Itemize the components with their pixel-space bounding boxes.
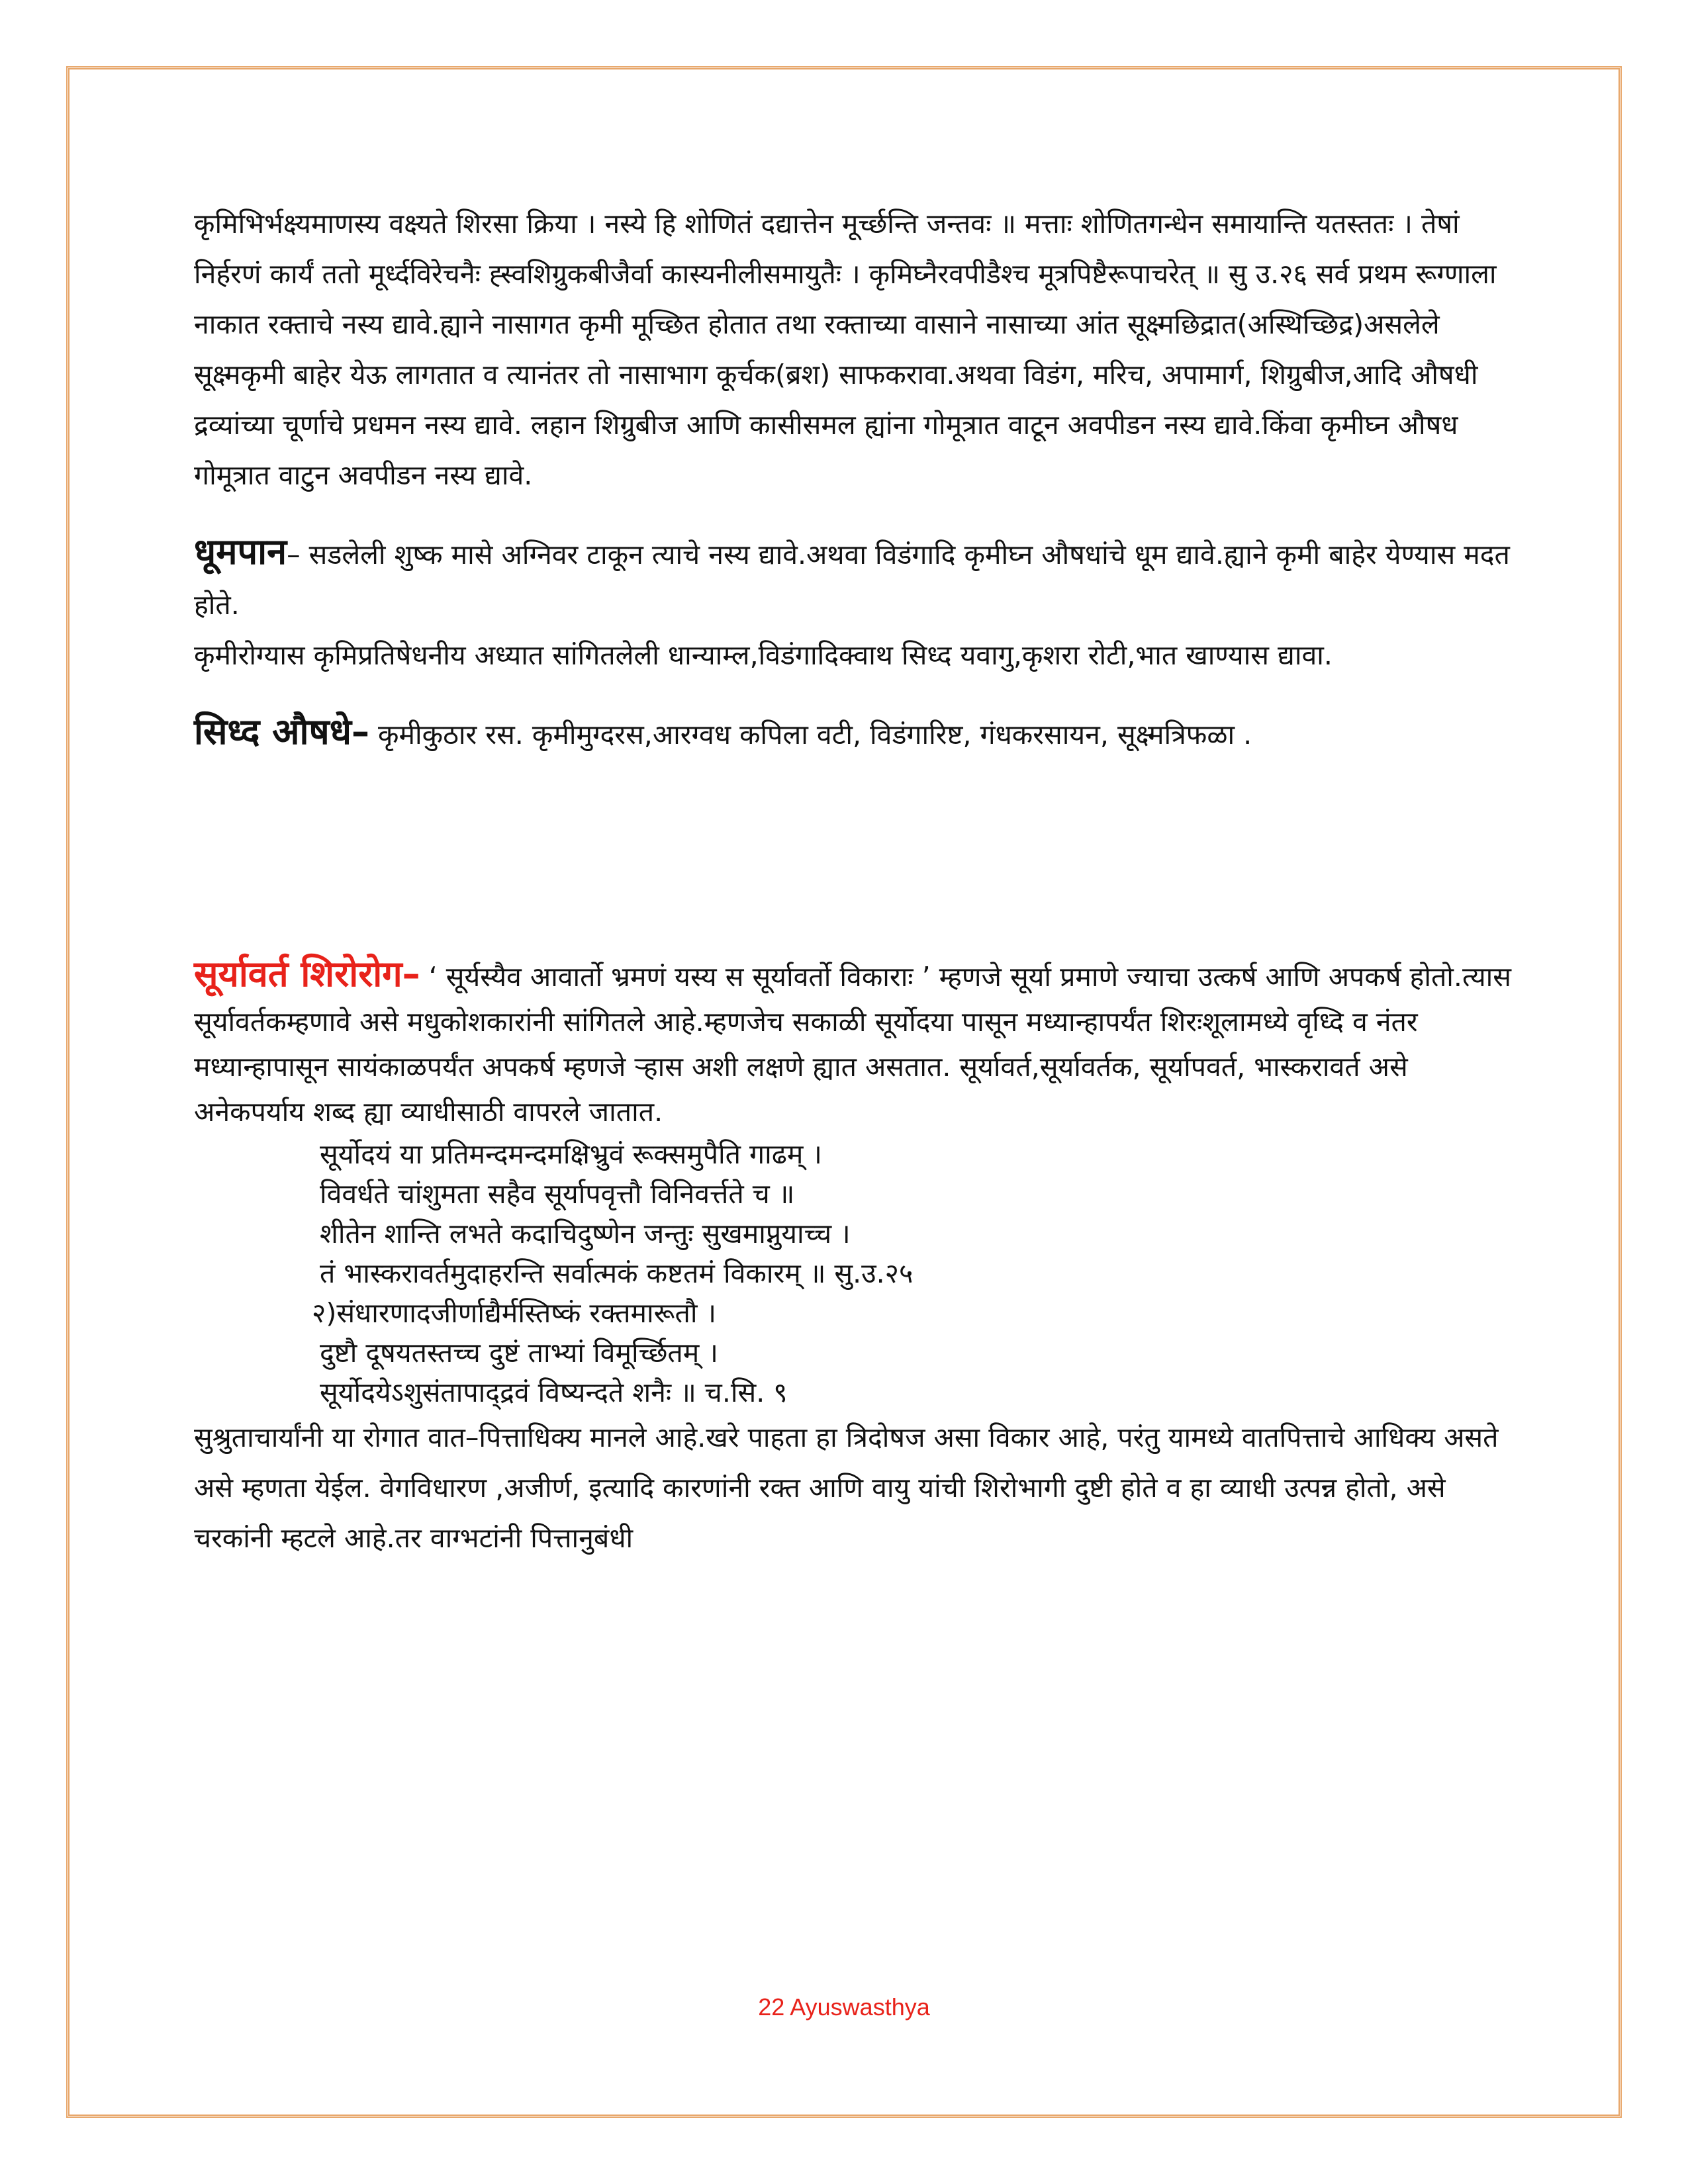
- siddha-text: कृमीकुठार रस. कृमीमुग्दरस,आरग्वध कपिला वटी, विडंगारिष्ट, गंधकरसायन, सूक्ष्मत्रिफळा .: [369, 719, 1252, 751]
- dhumapan-text: सडलेली शुष्क मासे अग्निवर टाकून त्याचे नस्य द्यावे.अथवा विडंगादि कृमीघ्न औषधांचे धूम द्यावे.ह्याने कृमी बाहेर येण्यास मदत होते.: [194, 539, 1510, 621]
- verse-line: सूर्योदयेऽशुसंतापाद्द्रवं विष्यन्दते शनैः ॥ च.सि. ९: [320, 1377, 788, 1408]
- verse-block: [312, 1134, 1524, 1412]
- page-footer: 22 Ayuswasthya: [758, 1993, 930, 2021]
- heading-suryavarta: सूर्यावर्त शिरोरोग: [194, 953, 402, 995]
- paragraph-siddha-aushadhe: [194, 707, 1524, 760]
- heading-siddha-aushadhe: सिध्द औषधे: [194, 711, 352, 752]
- paragraph-ahara: कृमीरोग्यास कृमिप्रतिषेधनीय अध्यात सांगितलेली धान्याम्ल,विडंगादिक्वाथ सिध्द यवागु,कृशरा रोटी,भात खाण्यास द्यावा.: [194, 639, 1333, 671]
- heading-dash: –: [402, 953, 420, 995]
- heading-dhumapan: धूमपान: [194, 531, 287, 572]
- verse-line: तं भास्करावर्तमुदाहरन्ति सर्वात्मकं कष्टतमं विकारम् ॥ सु.उ.२५: [320, 1257, 914, 1289]
- verse-line: २)संधारणादजीर्णाद्यैर्मस्तिष्कं रक्तमारूतौ ।: [312, 1297, 717, 1329]
- heading-dash: –: [287, 539, 301, 570]
- suryavarta-text: ‘ सूर्यस्यैव आवार्तो भ्रमणं यस्य स सूर्यावर्तो विकाराः ’ म्हणजे सूर्या प्रमाणे ज्याचा उत्कर्ष आणि अपकर्ष होतो.त्यास सूर्यावर्तकम्हणावे असे मधुकोशकारांनी सांगितले आहे.म्हणजेच सकाळी सूर्योदया पासून मध्यान्हापर्यंत शिरःशूलामध्ये वृध्दि व नंतर मध्यान्हापासून सायंकाळपर्यंत अपकर्ष म्हणजे ऱ्हास अशी लक्षणे ह्यात असतात. सूर्यावर्त,सूर्यावर्तक, सूर्यापवर्त, भास्करावर्त असे अनेकपर्याय शब्द ह्या व्याधीसाठी वापरले जातात.: [194, 961, 1511, 1128]
- verse-line: विवर्धते चांशुमता सहैव सूर्यापवृत्तौ विनिवर्त्तते च ॥: [320, 1178, 795, 1210]
- heading-dash: –: [351, 711, 369, 752]
- paragraph-sushruta: सुश्रुताचार्यांनी या रोगात वात–पित्ताधिक्य मानले आहे.खरे पाहता हा त्रिदोषज असा विकार आहे, परंतु यामध्ये वातपित्ताचे आधिक्य असते असे म्हणता येईल. वेगविधारण ,अजीर्ण, इत्यादि कारणांनी रक्त आणि वायु यांची शिरोभागी दुष्टी होते व हा व्याधी उत्पन्न होतो, असे चरकांनी म्हटले आहे.तर वाग्भटांनी पित्तानुबंधी: [194, 1422, 1499, 1554]
- verse-line: दुष्टौ दूषयतस्तच्च दुष्टं ताभ्यां विमूर्च्छितम् ।: [320, 1337, 718, 1369]
- paragraph-suryavarta: [194, 952, 1524, 1134]
- paragraph-dhumapan: [194, 527, 1524, 630]
- paragraph-krimi-nasya: कृमिभिर्भक्ष्यमाणस्य वक्ष्यते शिरसा क्रिया । नस्ये हि शोणितं दद्यात्तेन मूर्च्छन्ति जन्तवः ॥ मत्ताः शोणितगन्धेन समायान्ति यतस्ततः । तेषां निर्हरणं कार्यं ततो मूर्ध्दविरेचनैः ह्स्वशिग्रुकबीजैर्वा कास्यनीलीसमायुतैः । कृमिघ्नैरवपीडैश्च मूत्रपिष्टैरूपाचरेत् ॥ सु उ.२६ सर्व प्रथम रूग्णाला नाकात रक्ताचे नस्य द्यावे.ह्याने नासागत कृमी मूच्छित होतात तथा रक्ताच्या वासाने नासाच्या आंत सूक्ष्मछिद्रात(अस्थिच्छिद्र)असलेले सूक्ष्मकृमी बाहेर येऊ लागतात व त्यानंतर तो नासाभाग कूर्चक(ब्रश) साफकरावा.अथवा विडंग, मरिच, अपामार्ग, शिग्रुबीज,आदि औषधी द्रव्यांच्या चूर्णाचे प्रधमन नस्य द्यावे. लहान शिग्रुबीज आणि कासीसमल ह्यांना गोमूत्रात वाटून अवपीडन नस्य द्यावे.किंवा कृमीघ्न औषध गोमूत्रात वाटुन अवपीडन नस्य द्यावे.: [194, 208, 1497, 491]
- vertical-gap: [194, 760, 1524, 952]
- page-content: [194, 199, 1524, 1563]
- verse-line: सूर्योदयं या प्रतिमन्दमन्दमक्षिभ्रुवं रूक्समुपैति गाढम् ।: [320, 1138, 822, 1170]
- verse-line: शीतेन शान्ति लभते कदाचिदुष्णेन जन्तुः सुखमाप्नुयाच्च ।: [320, 1218, 851, 1250]
